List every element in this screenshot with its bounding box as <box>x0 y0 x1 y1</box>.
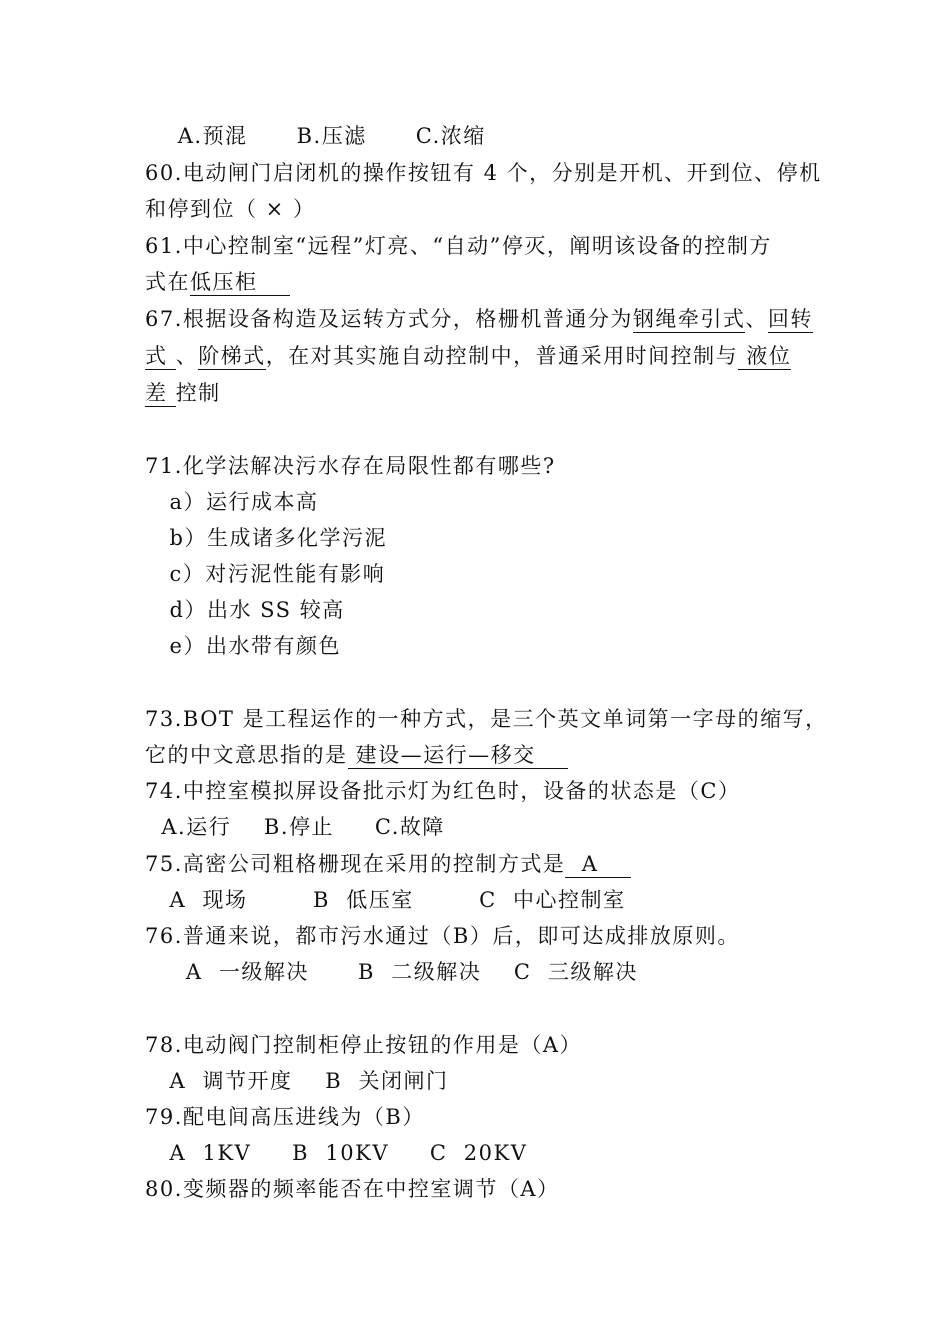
q67-answer-2a: 回转 <box>767 307 813 331</box>
q67-text2: ，在对其实施自动控制中，普通采用时间控制与 <box>265 344 739 368</box>
q71-item-c: c）对污泥性能有影响 <box>145 562 386 586</box>
q78-title: 78.电动阀门控制柜停止按钮的作用是（A） <box>145 1033 583 1057</box>
q75-prefix: 75.高密公司粗格栅现在采用的控制方式是 <box>145 852 566 876</box>
q61-prefix: 式在 <box>145 270 190 294</box>
q76-options: A 一级解决 B 二级解决 C 三级解决 <box>145 960 638 984</box>
q73-answer: 建设—运行—移交 <box>347 743 569 767</box>
q74-options: A.运行 B.停止 C.故障 <box>145 815 445 839</box>
q71-title: 71.化学法解决污水存在局限性都有哪些? <box>145 454 556 478</box>
q67-suffix: 控制 <box>175 381 221 405</box>
q67-text: 67.根据设备构造及运转方式分，格栅机普通分为 <box>145 307 633 331</box>
q67-line1 <box>145 305 813 333</box>
q59-options: A.预混 B.压滤 C.浓缩 <box>145 124 486 148</box>
q60-line2: 和停到位（ × ） <box>145 197 316 221</box>
q73-line1: 73.BOT 是工程运作的一种方式，是三个英文单词第一字母的缩写， <box>145 707 828 731</box>
q71-item-a: a）运行成本高 <box>145 490 319 514</box>
q71-item-d: d）出水 SS 较高 <box>145 598 345 622</box>
q67-line3 <box>145 379 221 407</box>
q73-prefix: 它的中文意思指的是 <box>145 743 348 767</box>
q73-line2 <box>145 741 568 769</box>
q76-title: 76.普通来说，都市污水通过（B）后，即可达成排放原则。 <box>145 924 740 948</box>
q67-answer-3: 阶梯式 <box>198 344 266 368</box>
q61-line1: 61.中心控制室“远程”灯亮、“自动”停灭，阐明该设备的控制方 <box>145 234 772 258</box>
q67-sep: 、 <box>745 307 768 331</box>
q78-options: A 调节开度 B 关闭闸门 <box>145 1069 449 1093</box>
q67-line2 <box>145 342 791 370</box>
q79-title: 79.配电间高压进线为（B） <box>145 1105 425 1129</box>
q80-title: 80.变频器的频率能否在中控室调节（A） <box>145 1177 560 1201</box>
q67-answer-4a: 液位 <box>738 344 792 368</box>
q67-answer-1: 钢绳牵引式 <box>632 307 746 331</box>
q61-line2 <box>145 268 290 296</box>
q79-options: A 1KV B 10KV C 20KV <box>145 1141 528 1165</box>
q67-sep2: 、 <box>175 344 199 368</box>
q71-item-e: e）出水带有颜色 <box>145 634 341 658</box>
q75-answer: A <box>565 852 632 876</box>
q71-item-b: b）生成诸多化学污泥 <box>145 526 387 550</box>
q75-title <box>145 850 631 878</box>
q60-line1: 60.电动闸门启闭机的操作按钮有 4 个，分别是开机、开到位、停机 <box>145 161 822 185</box>
q61-answer: 低压柜 <box>190 270 291 294</box>
q74-title: 74.中控室模拟屏设备批示灯为红色时，设备的状态是（C） <box>145 779 741 803</box>
q75-options: A 现场 B 低压室 C 中心控制室 <box>145 888 626 912</box>
q67-answer-4b: 差 <box>145 381 176 405</box>
q67-answer-2b: 式 <box>145 344 176 368</box>
